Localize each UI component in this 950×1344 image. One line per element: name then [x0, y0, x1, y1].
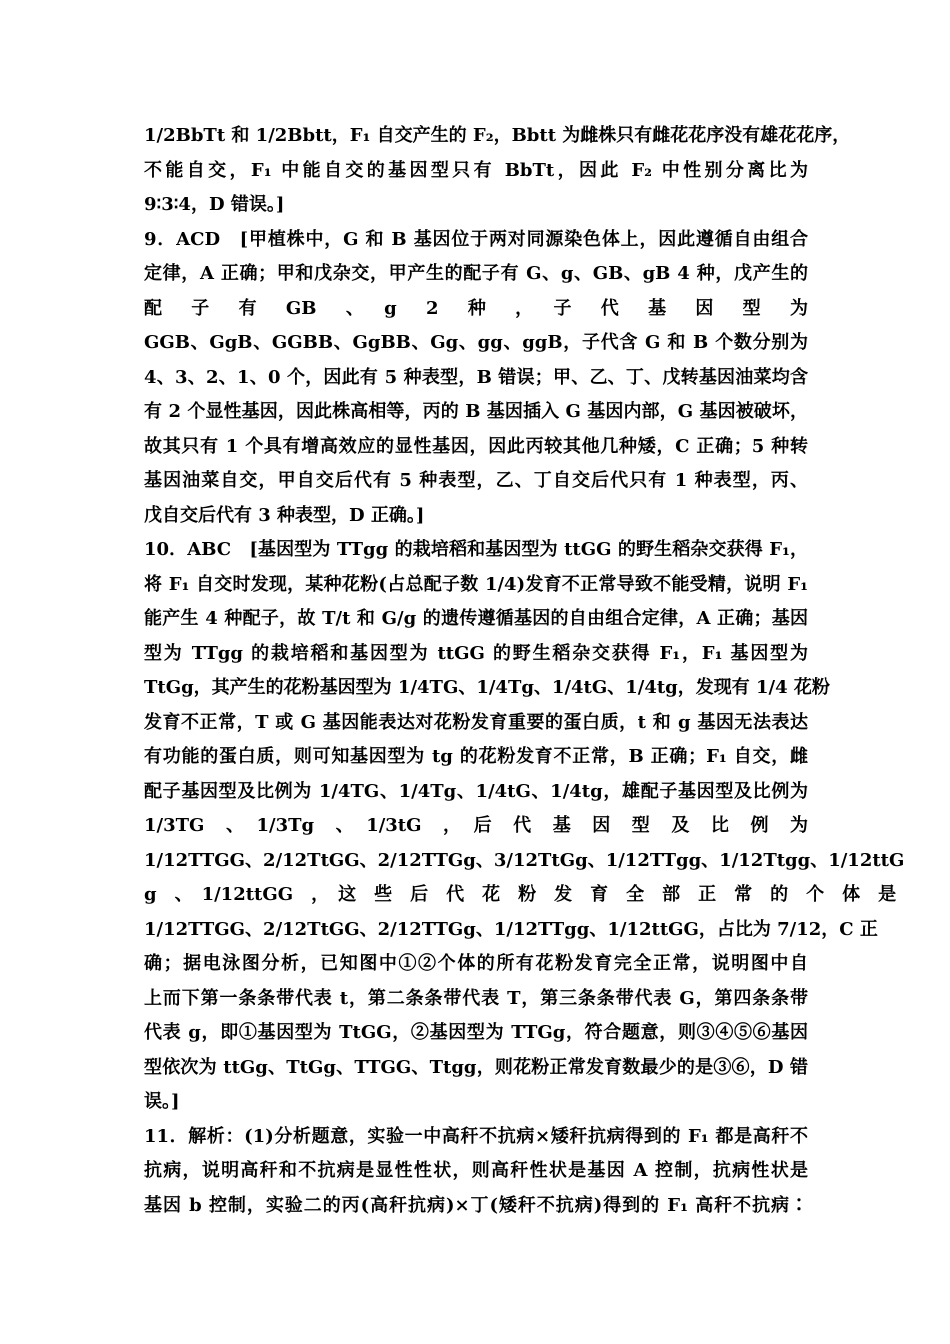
text-line: 9．ACD [甲植株中，G 和 B 基因位于两对同源染色体上，因此遵循自由组合 — [144, 228, 808, 250]
text-line: 戊自交后代有 3 种表型，D 正确。] — [144, 504, 425, 526]
text-line: 9∶3∶4，D 错误。] — [144, 194, 285, 215]
text-line: 型为 TTgg 的栽培稻和基因型为 ttGG 的野生稻杂交获得 F₁，F₁ 基因型为 — [144, 642, 808, 664]
text-line: 定律，A 正确；甲和戊杂交，甲产生的配子有 G、g、GB、gB 4 种，戊产生的 — [144, 263, 808, 284]
text-line: 4、3、2、1、0 个，因此有 5 种表型，B 错误；甲、乙、丁、戊转基因油菜均含 — [144, 366, 808, 388]
text-line: 11．解析：(1)分析题意，实验一中高秆不抗病×矮秆抗病得到的 F₁ 都是高秆不 — [144, 1125, 808, 1147]
text-line: 代表 g，即①基因型为 TtGG，②基因型为 TTGg，符合题意，则③④⑤⑥基因 — [144, 1022, 808, 1043]
text-line: 1/12TTGG、2/12TtGG、2/12TTGg、1/12TTgg、1/12ttGG，占比为 7/12，C 正 — [144, 918, 878, 940]
text-line: GGB、GgB、GGBB、GgBB、Gg、gg、ggB，子代含 G 和 B 个数分别为 — [144, 332, 808, 353]
text-line: 抗病，说明高秆和不抗病是显性性状，则高秆性状是基因 A 控制，抗病性状是 — [144, 1160, 808, 1181]
text-line: 型依次为 ttGg、TtGg、TTGG、Ttgg，则花粉正常发育数最少的是③⑥，D 错 — [144, 1056, 808, 1078]
text-line: 故其只有 1 个具有增高效应的显性基因，因此丙较其他几种矮，C 正确；5 种转 — [144, 435, 808, 457]
text-line: 1/3TG 、 1/3Tg 、 1/3tG ， 后 代 基 因 型 及 比 例 为 — [144, 815, 808, 836]
text-line: g 、 1/12ttGG ， 这 些 后 代 花 粉 发 育 全 部 正 常 的 个 体 是 — [144, 884, 897, 905]
text-line: 确；据电泳图分析，已知图中①②个体的所有花粉发育完全正常，说明图中自 — [144, 953, 808, 974]
text-line: 发育不正常，T 或 G 基因能表达对花粉发育重要的蛋白质，t 和 g 基因无法表达 — [144, 711, 808, 733]
text-line: 基因油菜自交，甲自交后代有 5 种表型，乙、丁自交后代只有 1 种表型，丙、 — [144, 470, 808, 491]
text-line: 有 2 个显性基因，因此株高相等，丙的 B 基因插入 G 基因内部，G 基因被破坏， — [144, 401, 808, 422]
text-line: 不能自交，F₁ 中能自交的基因型只有 BbTt，因此 F₂ 中性别分离比为 — [144, 159, 808, 181]
document-page — [144, 119, 905, 1223]
text-line: TtGg，其产生的花粉基因型为 1/4TG、1/4Tg、1/4tG、1/4tg，发现有 1/4 花粉 — [144, 677, 830, 698]
text-line: 配 子 有 GB 、 g 2 种 ， 子 代 基 因 型 为 — [144, 297, 808, 319]
text-line: 误。] — [144, 1091, 180, 1112]
text-line: 上而下第一条条带代表 t，第二条条带代表 T，第三条条带代表 G，第四条条带 — [144, 987, 808, 1009]
text-line: 有功能的蛋白质，则可知基因型为 tg 的花粉发育不正常，B 正确；F₁ 自交，雌 — [144, 746, 808, 767]
text-line: 基因 b 控制，实验二的丙(高秆抗病)×丁(矮秆不抗病)得到的 F₁ 高秆不抗病∶ — [144, 1194, 808, 1216]
text-line: 将 F₁ 自交时发现，某种花粉(占总配子数 1/4)发育不正常导致不能受精，说明 F₁ — [144, 573, 808, 595]
text-line: 配子基因型及比例为 1/4TG、1/4Tg、1/4tG、1/4tg，雄配子基因型及比例为 — [144, 780, 808, 802]
text-line: 1/2BbTt 和 1/2Bbtt，F₁ 自交产生的 F₂，Bbtt 为雌株只有雌花花序没有雄花花序， — [144, 125, 851, 146]
text-line: 能产生 4 种配子，故 T/t 和 G/g 的遗传遵循基因的自由组合定律，A 正确；基因 — [144, 608, 808, 629]
text-line: 10．ABC [基因型为 TTgg 的栽培稻和基因型为 ttGG 的野生稻杂交获得 F₁， — [144, 539, 808, 560]
text-line: 1/12TTGG、2/12TtGG、2/12TTGg、3/12TtGg、1/12TTgg、1/12Ttgg、1/12ttG — [144, 849, 905, 871]
